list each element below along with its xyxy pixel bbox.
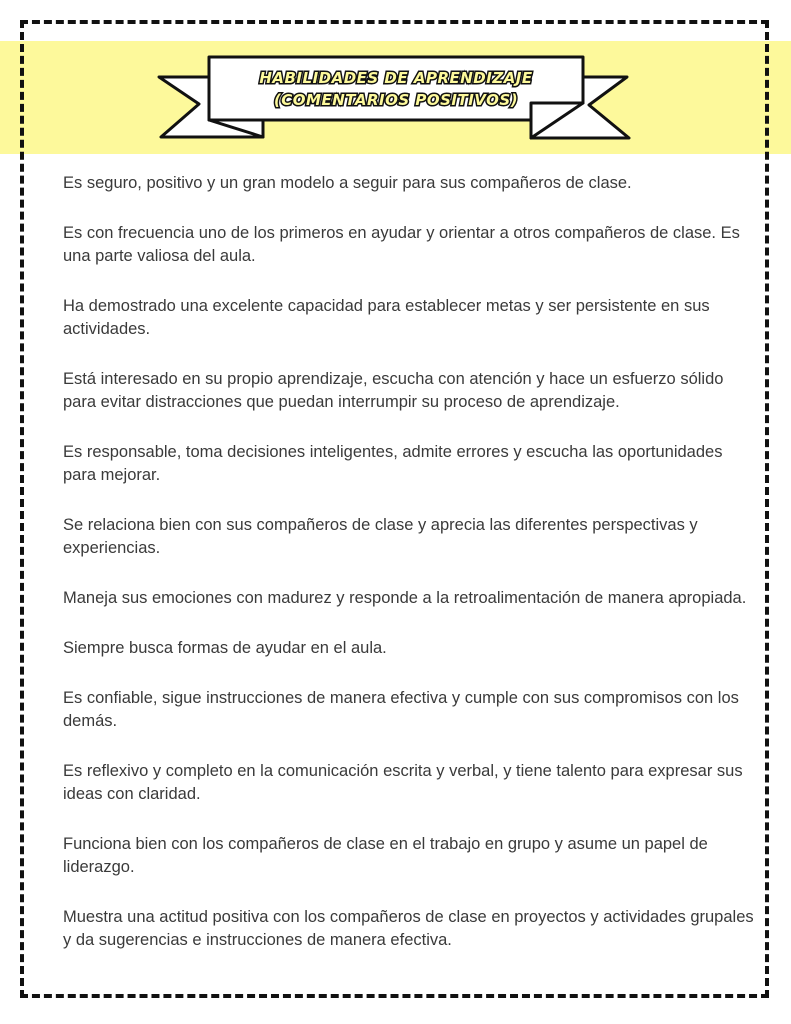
comment-item: Ha demostrado una excelente capacidad para establecer metas y ser persistente en sus actividades. — [63, 297, 710, 338]
comment-item: Funciona bien con los compañeros de clase en el trabajo en grupo y asume un papel de liderazgo. — [63, 835, 708, 876]
comment-item: Se relaciona bien con sus compañeros de clase y aprecia las diferentes perspectivas y experiencias. — [63, 516, 698, 557]
comment-item: Es reflexivo y completo en la comunicación escrita y verbal, y tiene talento para expresar sus ideas con claridad. — [63, 762, 743, 803]
title-line-1: HABILIDADES DE APRENDIZAJE — [259, 69, 533, 87]
title-line-2: (COMENTARIOS POSITIVOS) — [273, 91, 519, 109]
comment-list — [63, 172, 758, 979]
comment-item: Muestra una actitud positiva con los compañeros de clase en proyectos y actividades grupales y da sugerencias e instrucciones de manera efectiva. — [63, 908, 754, 949]
comment-item: Está interesado en su propio aprendizaje, escucha con atención y hace un esfuerzo sólido para evitar distracciones que puedan interrumpir su proceso de aprendizaje. — [63, 370, 724, 411]
comment-item: Es con frecuencia uno de los primeros en ayudar y orientar a otros compañeros de clase. Es una parte valiosa del aula. — [63, 224, 740, 265]
comment-item: Es seguro, positivo y un gran modelo a seguir para sus compañeros de clase. — [63, 174, 632, 192]
comment-item: Siempre busca formas de ayudar en el aula. — [63, 639, 387, 657]
comment-item: Maneja sus emociones con madurez y responde a la retroalimentación de manera apropiada. — [63, 589, 747, 607]
comment-item: Es confiable, sigue instrucciones de manera efectiva y cumple con sus compromisos con los demás. — [63, 689, 739, 730]
comment-item: Es responsable, toma decisiones inteligentes, admite errores y escucha las oportunidades para mejorar. — [63, 443, 723, 484]
